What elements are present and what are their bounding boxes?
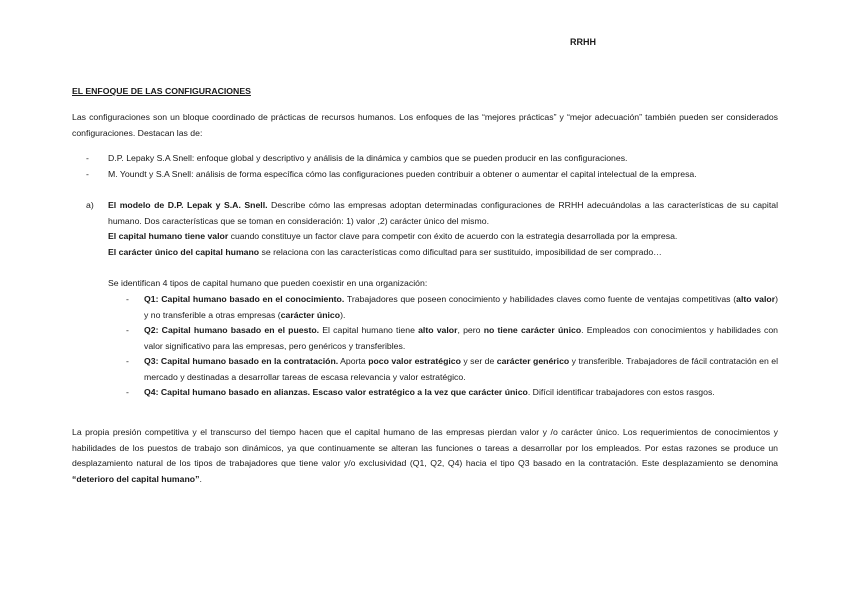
list-item (72, 151, 778, 167)
closing-end: . (199, 473, 202, 484)
type-heading: Q4: Capital humano basado en alianzas. (144, 387, 311, 397)
valor-text: cuando constituye un factor clave para competir con éxito de acuerdo con la estrategia desarrollada por la empresa. (228, 231, 678, 241)
unico-text: se relaciona con las características como dificultad para ser sustituido, imposibilidad de ser comprado… (259, 246, 662, 257)
capital-types-list (108, 292, 778, 401)
dash-marker: - (126, 325, 129, 335)
list-item (108, 323, 778, 354)
type-heading: Q2: Capital humano basado en el puesto. (144, 325, 320, 335)
type-emphasis: alto valor (418, 325, 458, 335)
closing-text: La propia presión competitiva y el transcurso del tiempo hacen que el capital humano de las empresas pierdan valor y /o carácter único. Los requerimientos de conocimientos y habilidades de los puestos de trabajo son dinámicos, ya que continuamente se alteran las funciones o tareas a desarrollar por los empleados. Por estas razones se produce un desplazamiento natural de los tipos de trabajadores que tiene valor y/o exclusividad (Q1, Q2, Q4) hacia el tipo Q3 basado en la contratación. Este desplazamiento se denomina (72, 427, 778, 468)
section-title: EL ENFOQUE DE LAS CONFIGURACIONES (72, 86, 251, 96)
type-emphasis: carácter único (280, 309, 341, 320)
header-label: RRHH (570, 37, 596, 47)
type-text: ) y no transferible a otras empresas ( (144, 294, 778, 320)
type-text: y transferible. Trabajadores de fácil contratación en el mercado y destinadas a desarrollar tareas de escasa relevancia y valor estratégico. (144, 356, 779, 382)
type-emphasis: no tiene carácter único (483, 325, 582, 335)
type-text: y ser de (460, 356, 497, 366)
valor-term: El capital humano tiene valor (108, 231, 229, 241)
type-text: ). (340, 309, 346, 320)
dash-marker: - (126, 356, 129, 366)
dash-marker: - (86, 168, 89, 179)
letter-marker: a) (86, 200, 94, 210)
type-text: . Empleados con conocimientos y habilidades con valor significativo para las empresas, pero genéricos y transferibles. (144, 325, 779, 351)
type-text: El capital humano tiene (319, 325, 419, 335)
valor-definition (72, 229, 778, 245)
authors-list (72, 151, 778, 182)
type-text: . Difícil identificar trabajadores con estos rasgos. (527, 387, 715, 397)
list-item (108, 292, 778, 323)
model-description (72, 198, 778, 229)
type-text: , pero (457, 325, 484, 335)
type-emphasis: poco valor estratégico (368, 356, 461, 366)
list-item-text: D.P. Lepaky S.A Snell: enfoque global y descriptivo y análisis de la dinámica y cambios que se pueden producir en las configuraciones. (108, 153, 628, 163)
model-section (72, 198, 778, 260)
unico-definition (72, 245, 778, 261)
type-text: Aporta (338, 356, 369, 366)
list-item-text: M. Youndt y S.A Snell: análisis de forma específica cómo las configuraciones pueden contribuir a obtener o aumentar el capital intelectual de la empresa. (108, 168, 697, 179)
dash-marker: - (126, 294, 129, 304)
model-heading: El modelo de D.P. Lepak y S.A. Snell. (108, 200, 268, 210)
type-text: Trabajadores que poseen conocimiento y habilidades claves como fuente de ventajas competitivas ( (344, 294, 737, 304)
type-emphasis: alto valor (736, 294, 776, 304)
list-item (108, 354, 778, 385)
type-heading: Q1: Capital humano basado en el conocimiento. (144, 294, 345, 304)
model-text: Describe cómo las empresas adoptan determinadas configuraciones de RRHH adecuándolas a las características de su capital humano. Dos características que se toman en consideración: 1) valor ,2) carácter único del mismo. (108, 200, 778, 226)
type-emphasis: carácter genérico (496, 356, 570, 366)
intro-paragraph: Las configuraciones son un bloque coordinado de prácticas de recursos humanos. Los enfoques de las “mejores prácticas” y “mejor adecuación” también pueden ser considerados configuraciones. Destacan las de: (72, 112, 778, 138)
closing-emphasis: “deterioro del capital humano” (72, 473, 200, 484)
list-item (72, 167, 778, 183)
list-item (108, 385, 778, 401)
unico-term: El carácter único del capital humano (108, 246, 260, 257)
dash-marker: - (86, 153, 89, 163)
type-emphasis: Escaso valor estratégico a la vez que carácter único (312, 387, 528, 397)
types-intro: Se identifican 4 tipos de capital humano que pueden coexistir en una organización: (108, 278, 428, 288)
closing-paragraph (72, 425, 778, 487)
dash-marker: - (126, 387, 129, 397)
type-heading: Q3: Capital humano basado en la contratación. (144, 356, 339, 366)
